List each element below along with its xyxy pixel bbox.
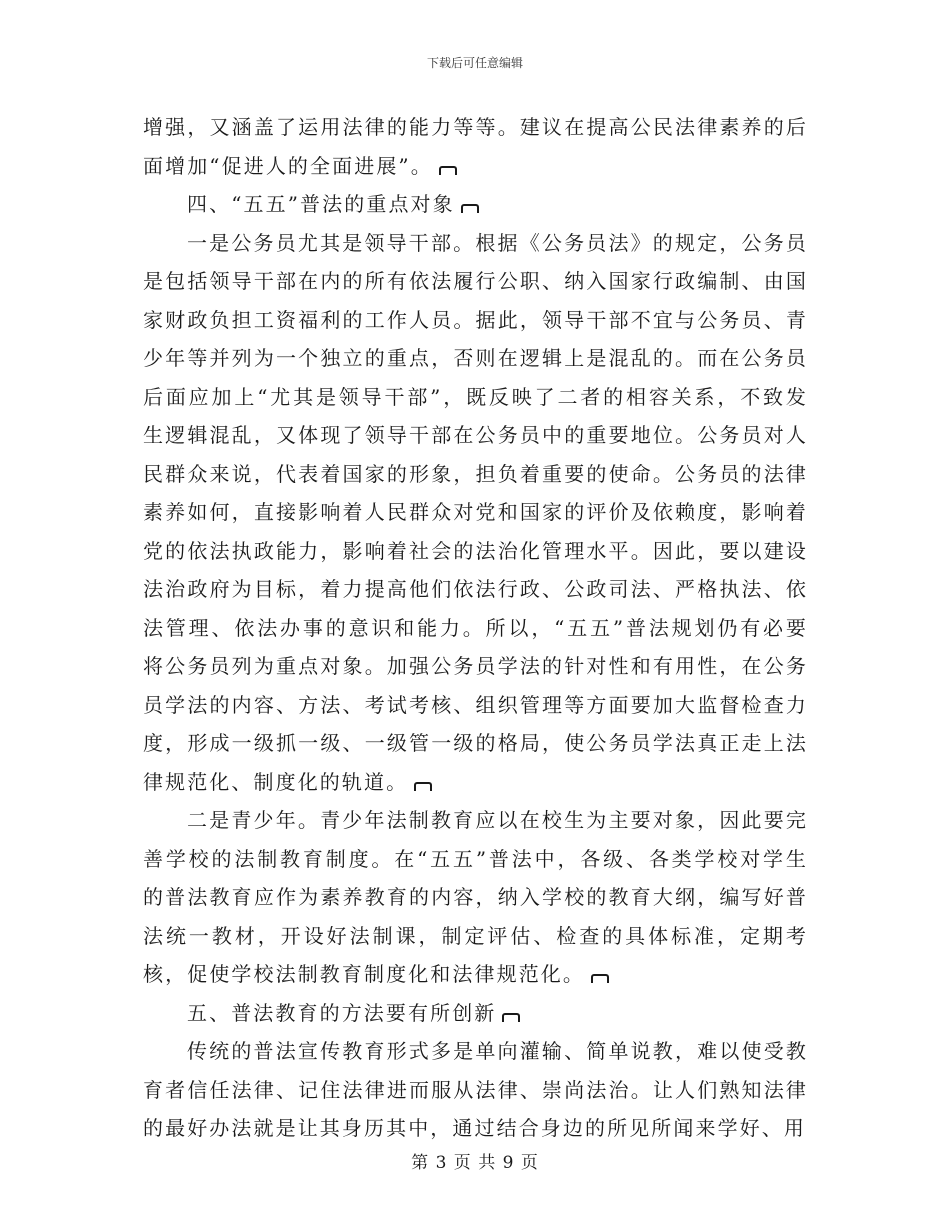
paragraph-mark-icon xyxy=(502,1013,520,1022)
section-heading-4 xyxy=(143,185,808,224)
heading-text: 四、“五五”普法的重点对象 xyxy=(187,192,455,216)
paragraph-mark-icon xyxy=(439,166,457,175)
paragraph-youth xyxy=(143,801,808,994)
document-body xyxy=(143,108,808,1148)
paragraph-mark-icon xyxy=(591,974,609,983)
page-number: 第 3 页 共 9 页 xyxy=(411,1153,539,1173)
section-heading-5 xyxy=(143,994,808,1033)
paragraph-continuation xyxy=(143,108,808,185)
paragraph-text: 二是青少年。青少年法制教育应以在校生为主要对象，因此要完善学校的法制教育制度。在“五五”普法中，各级、各类学校对学生的普法教育应作为素养教育的内容，纳入学校的教育大纲，编写好普法统一教材，开设好法制课，制定评估、检查的具体标准，定期考核，促使学校法制教育制度化和法律规范化。 xyxy=(143,808,808,986)
paragraph-civil-servants xyxy=(143,224,808,802)
paragraph-text: 增强，又涵盖了运用法律的能力等等。建议在提高公民法律素养的后面增加“促进人的全面进展”。 xyxy=(143,115,808,178)
paragraph-text: 传统的普法宣传教育形式多是单向灌输、简单说教，难以使受教育者信任法律、记住法律进而服从法律、崇尚法治。让人们熟知法律的最好办法就是让其身历其中，通过结合身边的所见所闻来学好、用 xyxy=(143,1039,808,1140)
paragraph-mark-icon xyxy=(461,204,479,213)
heading-text: 五、普法教育的方法要有所创新 xyxy=(187,1000,497,1025)
paragraph-mark-icon xyxy=(414,782,432,791)
paragraph-methods xyxy=(143,1032,808,1148)
page-header: 下载后可任意编辑 xyxy=(426,56,523,70)
paragraph-text: 一是公务员尤其是领导干部。根据《公务员法》的规定，公务员是包括领导干部在内的所有依法履行公职、纳入国家行政编制、由国家财政负担工资福利的工作人员。据此，领导干部不宜与公务员、青少年等并列为一个独立的重点，否则在逻辑上是混乱的。而在公务员后面应加上“尤其是领导干部”，既反映了二者的相容关系，不致发生逻辑混乱，又体现了领导干部在公务员中的重要地位。公务员对人民群众来说，代表着国家的形象，担负着重要的使命。公务员的法律素养如何，直接影响着人民群众对党和国家的评价及依赖度，影响着党的依法执政能力，影响着社会的法治化管理水平。因此，要以建设法治政府为目标，着力提高他们依法行政、公政司法、严格执法、依法管理、依法办事的意识和能力。所以，“五五”普法规划仍有必要将公务员列为重点对象。加强公务员学法的针对性和有用性，在公务员学法的内容、方法、考试考核、组织管理等方面要加大监督检查力度，形成一级抓一级、一级管一级的格局，使公务员学法真正走上法律规范化、制度化的轨道。 xyxy=(143,230,808,794)
